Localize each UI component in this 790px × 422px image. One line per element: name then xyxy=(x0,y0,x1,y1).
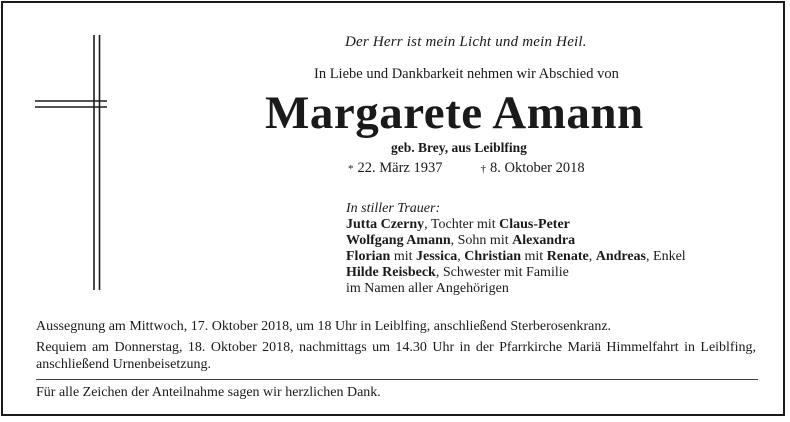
mourner-name: Jessica xyxy=(416,249,458,264)
mourner-lines xyxy=(346,217,686,297)
death-dagger-icon: † xyxy=(480,163,486,175)
mourner-name: Andreas xyxy=(595,249,647,264)
mourners-heading: In stiller Trauer: xyxy=(346,201,441,216)
mourner-relation: , Sohn mit xyxy=(450,233,513,248)
mourner-name: Renate xyxy=(546,249,589,264)
birth-date xyxy=(348,160,442,177)
bible-verse: Der Herr ist mein Licht und mein Heil. xyxy=(345,34,587,50)
death-date-text: 8. Oktober 2018 xyxy=(489,160,585,176)
mourner-relation: , Schwester mit Familie xyxy=(435,265,569,280)
aussegnung-info: Aussegnung am Mittwoch, 17. Oktober 2018, um 18 Uhr in Leiblfing, anschließend Sterberosenkranz. xyxy=(36,319,612,334)
mourner-relation: , xyxy=(588,249,596,264)
mourner-name: Alexandra xyxy=(512,233,576,248)
maiden-name: geb. Brey, aus Leiblfing xyxy=(391,140,527,155)
mourner-line xyxy=(346,217,686,233)
requiem-info: Requiem am Donnerstag, 18. Oktober 2018, nachmittags um 14.30 Uhr in der Pfarrkirche Mariä Himmelfahrt in Leiblfing, anschließend Urnenbeisetzung. xyxy=(36,340,756,372)
mourner-relation: mit xyxy=(521,249,547,264)
mourner-name: Christian xyxy=(464,249,522,264)
death-date xyxy=(480,160,584,177)
intro-text: In Liebe und Dankbarkeit nehmen wir Abschied von xyxy=(314,66,619,82)
mourner-name: Hilde Reisbeck xyxy=(346,265,436,280)
cross-icon xyxy=(35,35,107,290)
mourner-relation: im Namen aller Angehörigen xyxy=(346,281,509,296)
mourner-line xyxy=(346,233,686,249)
mourner-name: Wolfgang Amann xyxy=(346,233,451,248)
birth-date-text: 22. März 1937 xyxy=(357,160,443,176)
obituary-notice xyxy=(1,1,785,416)
mourner-relation: , xyxy=(457,249,465,264)
mourner-line xyxy=(346,265,686,281)
divider xyxy=(36,379,758,380)
deceased-name: Margarete Amann xyxy=(265,87,644,139)
birth-star-icon: * xyxy=(348,163,354,175)
mourner-line xyxy=(346,281,686,297)
mourner-name: Claus-Peter xyxy=(499,217,570,232)
mourner-name: Florian xyxy=(346,249,391,264)
mourner-relation: mit xyxy=(390,249,417,264)
mourner-relation: , Enkel xyxy=(646,249,686,264)
mourner-name: Jutta Czerny xyxy=(346,217,425,232)
life-dates xyxy=(348,160,585,177)
mourner-relation: , Tochter mit xyxy=(424,217,500,232)
mourners-list xyxy=(346,201,686,297)
thanks-text: Für alle Zeichen der Anteilnahme sagen wir herzlichen Dank. xyxy=(36,385,381,400)
mourner-line xyxy=(346,249,686,265)
